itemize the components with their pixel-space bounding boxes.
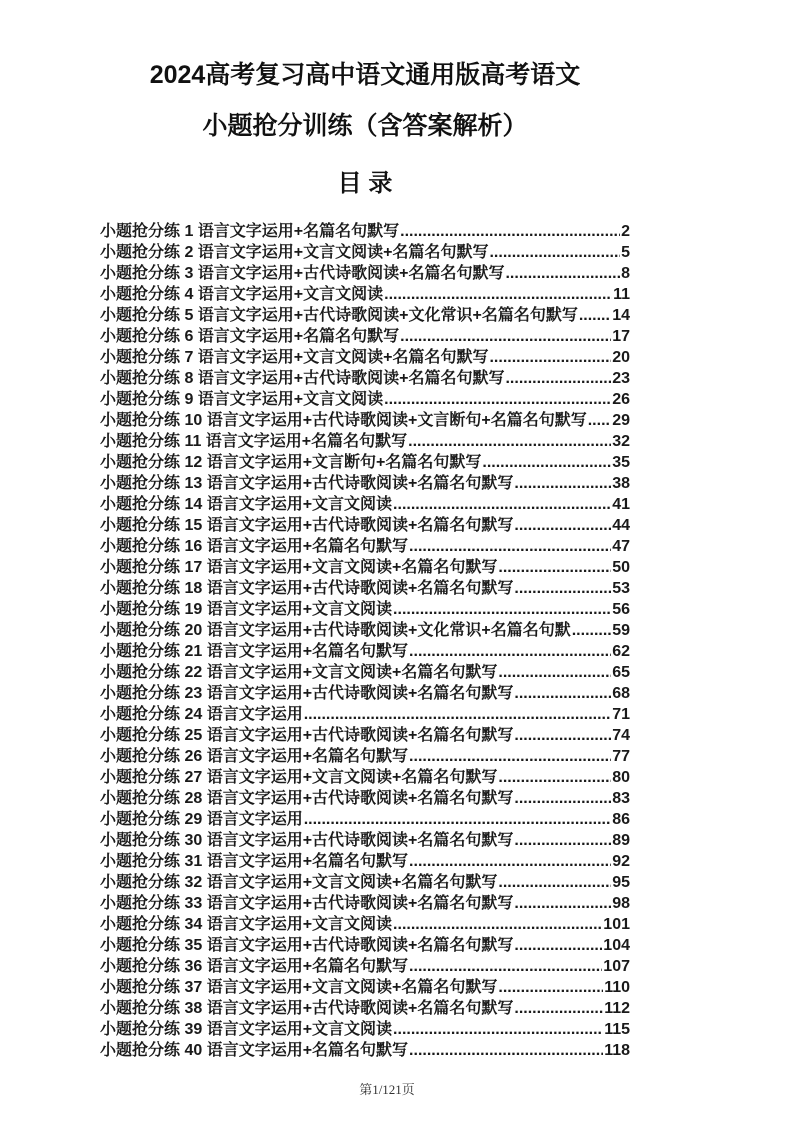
toc-dot-leader: [400, 326, 611, 347]
toc-entry: [100, 599, 630, 620]
toc-entry: [100, 956, 630, 977]
toc-entry-label: 小题抢分练 32 语言文字运用+文言文阅读+名篇名句默写: [100, 874, 498, 891]
toc-entry: [100, 977, 630, 998]
toc-entry-page: 89: [612, 832, 630, 849]
toc-entry-label: 小题抢分练 34 语言文字运用+文言文阅读: [100, 916, 393, 933]
toc-entry: [100, 725, 630, 746]
toc-entry: [100, 536, 630, 557]
toc-entry: [100, 494, 630, 515]
toc-entry: [100, 578, 630, 599]
toc-entry: [100, 515, 630, 536]
toc-entry-page: 23: [612, 370, 630, 387]
toc-dot-leader: [498, 557, 611, 578]
toc-entry: [100, 704, 630, 725]
toc-entry-page: 29: [612, 412, 630, 429]
toc-entry-label: 小题抢分练 35 语言文字运用+古代诗歌阅读+名篇名句默写: [100, 937, 514, 954]
toc-entry: [100, 473, 630, 494]
document-title-line2: 小题抢分训练（含答案解析）: [202, 112, 528, 140]
toc-entry: [100, 347, 630, 368]
toc-dot-leader: [514, 578, 611, 599]
toc-dot-leader: [514, 788, 611, 809]
toc-dot-leader: [408, 431, 611, 452]
toc-entry-page: 77: [612, 748, 630, 765]
toc-entry: [100, 326, 630, 347]
toc-entry-label: 小题抢分练 30 语言文字运用+古代诗歌阅读+名篇名句默写: [100, 832, 514, 849]
toc-dot-leader: [514, 893, 611, 914]
toc-entry: [100, 410, 630, 431]
toc-entry: [100, 1019, 630, 1040]
toc-entry-page: 115: [604, 1021, 630, 1038]
toc-entry-page: 20: [612, 349, 630, 366]
toc-entry-label: 小题抢分练 5 语言文字运用+古代诗歌阅读+文化常识+名篇名句默写: [100, 307, 578, 324]
document-content: [100, 0, 630, 1061]
toc-entry-page: 112: [604, 1000, 630, 1017]
toc-entry-label: 小题抢分练 22 语言文字运用+文言文阅读+名篇名句默写: [100, 664, 498, 681]
toc-dot-leader: [400, 221, 620, 242]
toc-entry: [100, 557, 630, 578]
toc-entry-page: 2: [621, 223, 630, 240]
toc-entry-page: 62: [612, 643, 630, 660]
toc-entry-page: 118: [604, 1042, 630, 1059]
toc-dot-leader: [409, 536, 611, 557]
toc-entry: [100, 851, 630, 872]
toc-entry-label: 小题抢分练 3 语言文字运用+古代诗歌阅读+名篇名句默写: [100, 265, 505, 282]
toc-dot-leader: [498, 872, 611, 893]
toc-entry-page: 35: [612, 454, 630, 471]
toc-entry-page: 68: [612, 685, 630, 702]
toc-entry-label: 小题抢分练 19 语言文字运用+文言文阅读: [100, 601, 393, 618]
toc-entry-label: 小题抢分练 9 语言文字运用+文言文阅读: [100, 391, 384, 408]
toc-entry: [100, 998, 630, 1019]
toc-entry-label: 小题抢分练 13 语言文字运用+古代诗歌阅读+名篇名句默写: [100, 475, 514, 492]
toc-dot-leader: [393, 599, 611, 620]
toc-entry-label: 小题抢分练 1 语言文字运用+名篇名句默写: [100, 223, 400, 240]
toc-dot-leader: [409, 641, 611, 662]
toc-entry-page: 65: [612, 664, 630, 681]
toc-entry-page: 8: [621, 265, 630, 282]
toc-entry: [100, 746, 630, 767]
toc-dot-leader: [393, 1019, 603, 1040]
toc-dot-leader: [588, 410, 611, 431]
toc-entry-label: 小题抢分练 18 语言文字运用+古代诗歌阅读+名篇名句默写: [100, 580, 514, 597]
toc-entry: [100, 935, 630, 956]
toc-entry-label: 小题抢分练 27 语言文字运用+文言文阅读+名篇名句默写: [100, 769, 498, 786]
toc-entry-page: 101: [603, 916, 630, 933]
toc-entry: [100, 305, 630, 326]
toc-entry-page: 26: [612, 391, 630, 408]
toc-entry-page: 80: [612, 769, 630, 786]
page-number-footer: 第1/121页: [359, 1082, 415, 1097]
toc-entry: [100, 683, 630, 704]
toc-entry-label: 小题抢分练 2 语言文字运用+文言文阅读+名篇名句默写: [100, 244, 489, 261]
toc-entry-page: 86: [612, 811, 630, 828]
toc-entry: [100, 872, 630, 893]
toc-entry-page: 41: [612, 496, 630, 513]
toc-entry-page: 11: [613, 286, 630, 303]
toc-entry-page: 74: [612, 727, 630, 744]
toc-entry-page: 92: [612, 853, 630, 870]
toc-heading: 目 录: [337, 170, 393, 197]
toc-entry-label: 小题抢分练 37 语言文字运用+文言文阅读+名篇名句默写: [100, 979, 498, 996]
toc-dot-leader: [514, 998, 603, 1019]
toc-dot-leader: [572, 620, 611, 641]
toc-entry-page: 107: [603, 958, 630, 975]
toc-entry: [100, 830, 630, 851]
toc-entry: [100, 1040, 630, 1061]
toc-entry-label: 小题抢分练 8 语言文字运用+古代诗歌阅读+名篇名句默写: [100, 370, 505, 387]
toc-entry-page: 83: [612, 790, 630, 807]
toc-entry: [100, 389, 630, 410]
toc-entry-label: 小题抢分练 15 语言文字运用+古代诗歌阅读+名篇名句默写: [100, 517, 514, 534]
toc-entry-page: 110: [604, 979, 630, 996]
toc-entry: [100, 893, 630, 914]
toc-entry-label: 小题抢分练 29 语言文字运用: [100, 811, 303, 828]
toc-dot-leader: [498, 767, 611, 788]
toc-entry-label: 小题抢分练 24 语言文字运用: [100, 706, 303, 723]
toc-entry-label: 小题抢分练 33 语言文字运用+古代诗歌阅读+名篇名句默写: [100, 895, 514, 912]
toc-dot-leader: [409, 1040, 603, 1061]
toc-entry-page: 17: [612, 328, 630, 345]
toc-entry-label: 小题抢分练 39 语言文字运用+文言文阅读: [100, 1021, 393, 1038]
toc-entry-label: 小题抢分练 7 语言文字运用+文言文阅读+名篇名句默写: [100, 349, 489, 366]
toc-entry: [100, 809, 630, 830]
toc-entry-page: 71: [612, 706, 630, 723]
toc-dot-leader: [498, 977, 603, 998]
toc-entry-label: 小题抢分练 14 语言文字运用+文言文阅读: [100, 496, 393, 513]
toc-entry-label: 小题抢分练 12 语言文字运用+文言断句+名篇名句默写: [100, 454, 482, 471]
toc-entry-page: 56: [612, 601, 630, 618]
toc-dot-leader: [505, 368, 611, 389]
toc-entry-page: 5: [621, 244, 630, 261]
toc-dot-leader: [498, 662, 611, 683]
toc-dot-leader: [384, 389, 611, 410]
toc-entry: [100, 641, 630, 662]
toc-entry-label: 小题抢分练 31 语言文字运用+名篇名句默写: [100, 853, 409, 870]
toc-entry: [100, 263, 630, 284]
toc-entry-label: 小题抢分练 4 语言文字运用+文言文阅读: [100, 286, 384, 303]
toc-entry-label: 小题抢分练 25 语言文字运用+古代诗歌阅读+名篇名句默写: [100, 727, 514, 744]
toc-entry-label: 小题抢分练 16 语言文字运用+名篇名句默写: [100, 538, 409, 555]
toc-entry-page: 14: [612, 307, 630, 324]
toc-entry-label: 小题抢分练 6 语言文字运用+名篇名句默写: [100, 328, 400, 345]
toc-entry: [100, 620, 630, 641]
toc-entry-label: 小题抢分练 10 语言文字运用+古代诗歌阅读+文言断句+名篇名句默写: [100, 412, 587, 429]
toc-entry: [100, 767, 630, 788]
toc-entry-label: 小题抢分练 40 语言文字运用+名篇名句默写: [100, 1042, 409, 1059]
toc-entry-page: 98: [612, 895, 630, 912]
toc-dot-leader: [304, 809, 612, 830]
toc-entry: [100, 431, 630, 452]
toc-dot-leader: [489, 347, 611, 368]
toc-entry-label: 小题抢分练 36 语言文字运用+名篇名句默写: [100, 958, 409, 975]
toc-entry-label: 小题抢分练 11 语言文字运用+名篇名句默写: [100, 433, 408, 450]
toc-dot-leader: [514, 473, 611, 494]
toc-entry-page: 32: [612, 433, 630, 450]
toc-entry-label: 小题抢分练 26 语言文字运用+名篇名句默写: [100, 748, 409, 765]
toc-dot-leader: [505, 263, 620, 284]
toc-dot-leader: [393, 914, 602, 935]
toc-entry-label: 小题抢分练 28 语言文字运用+古代诗歌阅读+名篇名句默写: [100, 790, 514, 807]
toc-dot-leader: [482, 452, 611, 473]
toc-entry: [100, 788, 630, 809]
toc-entry: [100, 284, 630, 305]
toc-entry-page: 104: [603, 937, 630, 954]
toc-entry: [100, 452, 630, 473]
toc-entry-label: 小题抢分练 38 语言文字运用+古代诗歌阅读+名篇名句默写: [100, 1000, 514, 1017]
toc-dot-leader: [514, 515, 611, 536]
toc-entry: [100, 914, 630, 935]
toc-list: [100, 221, 630, 1061]
toc-dot-leader: [304, 704, 612, 725]
toc-dot-leader: [489, 242, 620, 263]
toc-entry-label: 小题抢分练 17 语言文字运用+文言文阅读+名篇名句默写: [100, 559, 498, 576]
toc-dot-leader: [514, 830, 611, 851]
toc-dot-leader: [514, 935, 602, 956]
toc-dot-leader: [393, 494, 611, 515]
toc-entry: [100, 368, 630, 389]
toc-dot-leader: [409, 851, 611, 872]
toc-entry-page: 47: [612, 538, 630, 555]
toc-dot-leader: [409, 956, 602, 977]
document-title-line1: 2024高考复习高中语文通用版高考语文: [149, 61, 581, 89]
toc-entry-label: 小题抢分练 23 语言文字运用+古代诗歌阅读+名篇名句默写: [100, 685, 514, 702]
toc-dot-leader: [579, 305, 611, 326]
toc-entry-label: 小题抢分练 21 语言文字运用+名篇名句默写: [100, 643, 409, 660]
toc-dot-leader: [384, 284, 612, 305]
toc-entry-label: 小题抢分练 20 语言文字运用+古代诗歌阅读+文化常识+名篇名句默: [100, 622, 571, 639]
toc-entry-page: 95: [612, 874, 630, 891]
toc-entry-page: 50: [612, 559, 630, 576]
toc-entry: [100, 221, 630, 242]
toc-entry: [100, 242, 630, 263]
toc-entry-page: 53: [612, 580, 630, 597]
toc-dot-leader: [409, 746, 611, 767]
toc-entry-page: 59: [612, 622, 630, 639]
toc-dot-leader: [514, 683, 611, 704]
toc-entry-page: 44: [612, 517, 630, 534]
toc-entry-page: 38: [612, 475, 630, 492]
toc-dot-leader: [514, 725, 611, 746]
toc-entry: [100, 662, 630, 683]
